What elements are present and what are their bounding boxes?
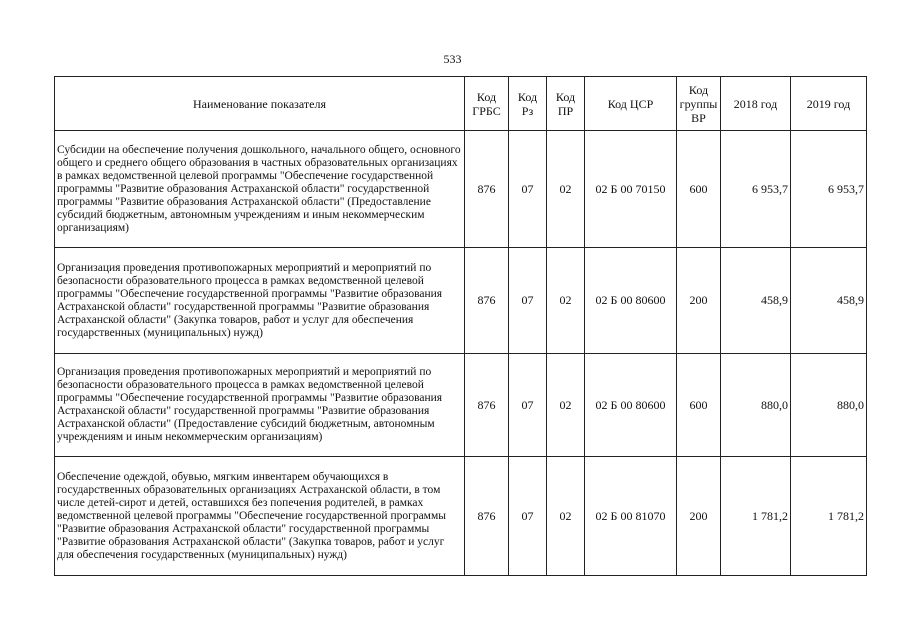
row-2019: 1 781,2 (791, 457, 867, 576)
row-grbs: 876 (465, 248, 509, 354)
row-2019: 6 953,7 (791, 131, 867, 248)
row-2019: 458,9 (791, 248, 867, 354)
row-csr: 02 Б 00 81070 (585, 457, 677, 576)
row-pr: 02 (547, 354, 585, 457)
header-grbs-line2: ГРБС (472, 103, 501, 118)
page-number: 533 (443, 52, 462, 66)
header-vr-line2: группы (679, 96, 718, 111)
row-vr: 600 (677, 131, 721, 248)
row-csr: 02 Б 00 70150 (585, 131, 677, 248)
row-vr: 600 (677, 354, 721, 457)
row-grbs: 876 (465, 131, 509, 248)
row-vr: 200 (677, 457, 721, 576)
row-2019: 880,0 (791, 354, 867, 457)
header-csr: Код ЦСР (585, 77, 677, 131)
row-name: Обеспечение одеждой, обувью, мягким инвентарем обучающихся в государственных образовательных организациях Астраханской области, в том числе детей-сирот и детей, оставшихся без попечения родителей, в рамках ведомственной целевой программы "Обеспечение государственной программы "Развитие образования Астраханской области" государственной программы "Развитие образования Астраханской области" (Закупка товаров, работ и услуг для обеспечения государственных (муниципальных) нужд) (55, 457, 465, 576)
row-2018: 1 781,2 (721, 457, 791, 576)
row-rz: 07 (509, 131, 547, 248)
table-row (55, 457, 867, 576)
row-csr: 02 Б 00 80600 (585, 354, 677, 457)
row-2018: 880,0 (721, 354, 791, 457)
header-name: Наименование показателя (55, 77, 465, 131)
row-name: Организация проведения противопожарных мероприятий и мероприятий по безопасности образовательного процесса в рамках ведомственной целевой программы "Обеспечение государственной программы "Развитие образования Астраханской области" государственной программы "Развитие образования Астраханской области" (Закупка товаров, работ и услуг для обеспечения государственных (муниципальных) нужд) (55, 248, 465, 354)
row-rz: 07 (509, 457, 547, 576)
row-name: Организация проведения противопожарных мероприятий и мероприятий по безопасности образовательного процесса в рамках ведомственной целевой программы "Обеспечение государственной программы "Развитие образования Астраханской области" государственной программы "Развитие образования Астраханской области" (Предоставление субсидий бюджетным, автономным учреждениям и иным некоммерческим организациям) (55, 354, 465, 457)
budget-table (54, 76, 867, 576)
table-row (55, 131, 867, 248)
header-row (55, 77, 867, 131)
header-grbs (465, 77, 509, 131)
row-rz: 07 (509, 354, 547, 457)
header-vr-line1: Код (688, 82, 709, 97)
row-pr: 02 (547, 457, 585, 576)
header-rz-line2: Рз (521, 103, 534, 118)
row-2018: 458,9 (721, 248, 791, 354)
header-pr (547, 77, 585, 131)
header-rz (509, 77, 547, 131)
header-vr-line3: ВР (691, 110, 706, 125)
row-name: Субсидии на обеспечение получения дошкольного, начального общего, основного общего и среднего общего образования в частных образовательных организациях в рамках ведомственной целевой программы "Обеспечение государственной программы "Развитие образования Астраханской области" государственной программы "Развитие образования Астраханской области" (Предоставление субсидий бюджетным, автономным учреждениям и иным некоммерческим организациям) (55, 131, 465, 248)
row-csr: 02 Б 00 80600 (585, 248, 677, 354)
row-grbs: 876 (465, 457, 509, 576)
row-rz: 07 (509, 248, 547, 354)
table-row (55, 248, 867, 354)
row-grbs: 876 (465, 354, 509, 457)
row-vr: 200 (677, 248, 721, 354)
header-pr-line1: Код (555, 89, 576, 104)
row-2018: 6 953,7 (721, 131, 791, 248)
header-2019: 2019 год (791, 77, 867, 131)
header-vr (677, 77, 721, 131)
header-pr-line2: ПР (557, 103, 574, 118)
header-grbs-line1: Код (476, 89, 497, 104)
table-row (55, 354, 867, 457)
row-pr: 02 (547, 248, 585, 354)
header-rz-line1: Код (517, 89, 538, 104)
header-2018: 2018 год (721, 77, 791, 131)
row-pr: 02 (547, 131, 585, 248)
